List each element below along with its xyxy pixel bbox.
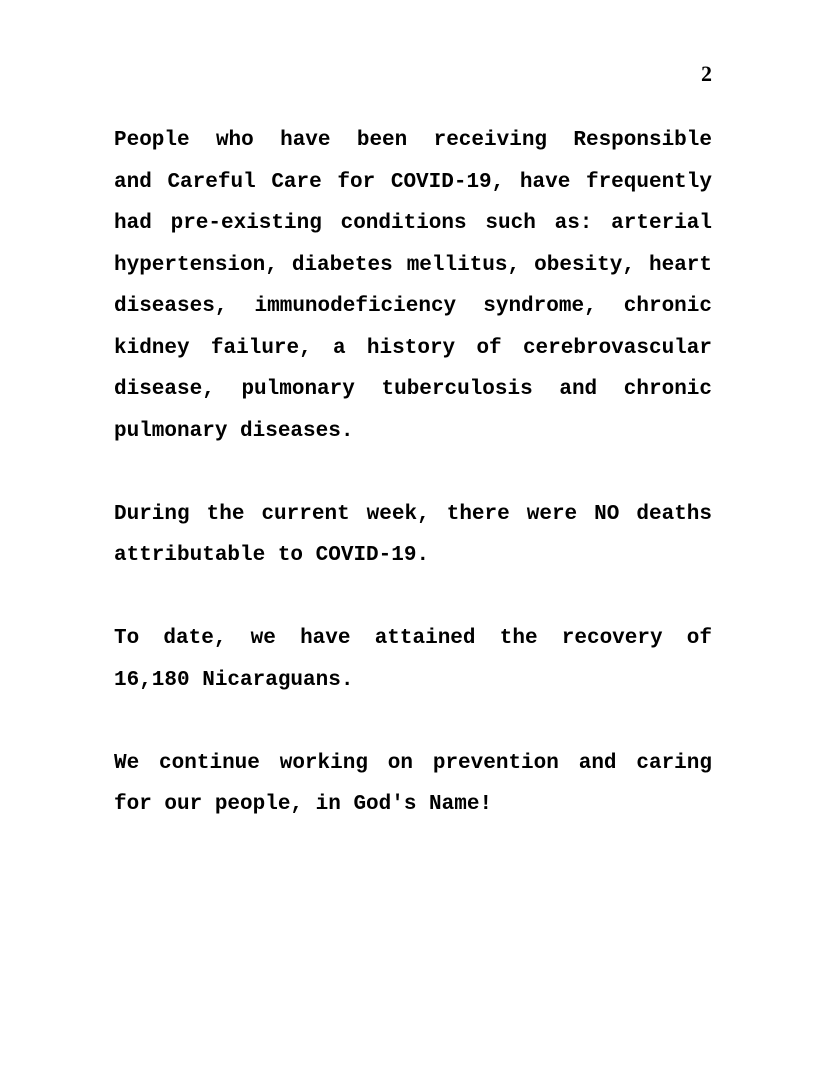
- text-line: disease, pulmonary tuberculosis and chronic: [114, 378, 712, 401]
- text-line: had pre-existing conditions such as: arterial: [114, 212, 712, 235]
- text-line: To date, we have attained the recovery of: [114, 627, 712, 650]
- paragraph: [114, 494, 712, 577]
- text-line: pulmonary diseases.: [114, 419, 354, 443]
- text-line: hypertension, diabetes mellitus, obesity, heart: [114, 253, 712, 277]
- paragraph: [114, 743, 712, 826]
- paragraph: [114, 120, 712, 452]
- text-line: diseases, immunodeficiency syndrome, chronic: [114, 295, 712, 318]
- text-line: for our people, in God's Name!: [114, 793, 493, 816]
- text-line: We continue working on prevention and caring: [114, 751, 712, 775]
- page-number: 2: [701, 61, 712, 86]
- text-line: 16,180 Nicaraguans.: [114, 668, 354, 692]
- text-line: and Careful Care for COVID-19, have frequently: [114, 170, 712, 194]
- paragraph: [114, 618, 712, 701]
- page-content: [114, 120, 712, 867]
- text-line: kidney failure, a history of cerebrovascular: [114, 336, 712, 360]
- text-line: attributable to COVID-19.: [114, 544, 430, 567]
- text-line: People who have been receiving Responsible: [114, 129, 712, 152]
- text-line: During the current week, there were NO deaths: [114, 502, 712, 526]
